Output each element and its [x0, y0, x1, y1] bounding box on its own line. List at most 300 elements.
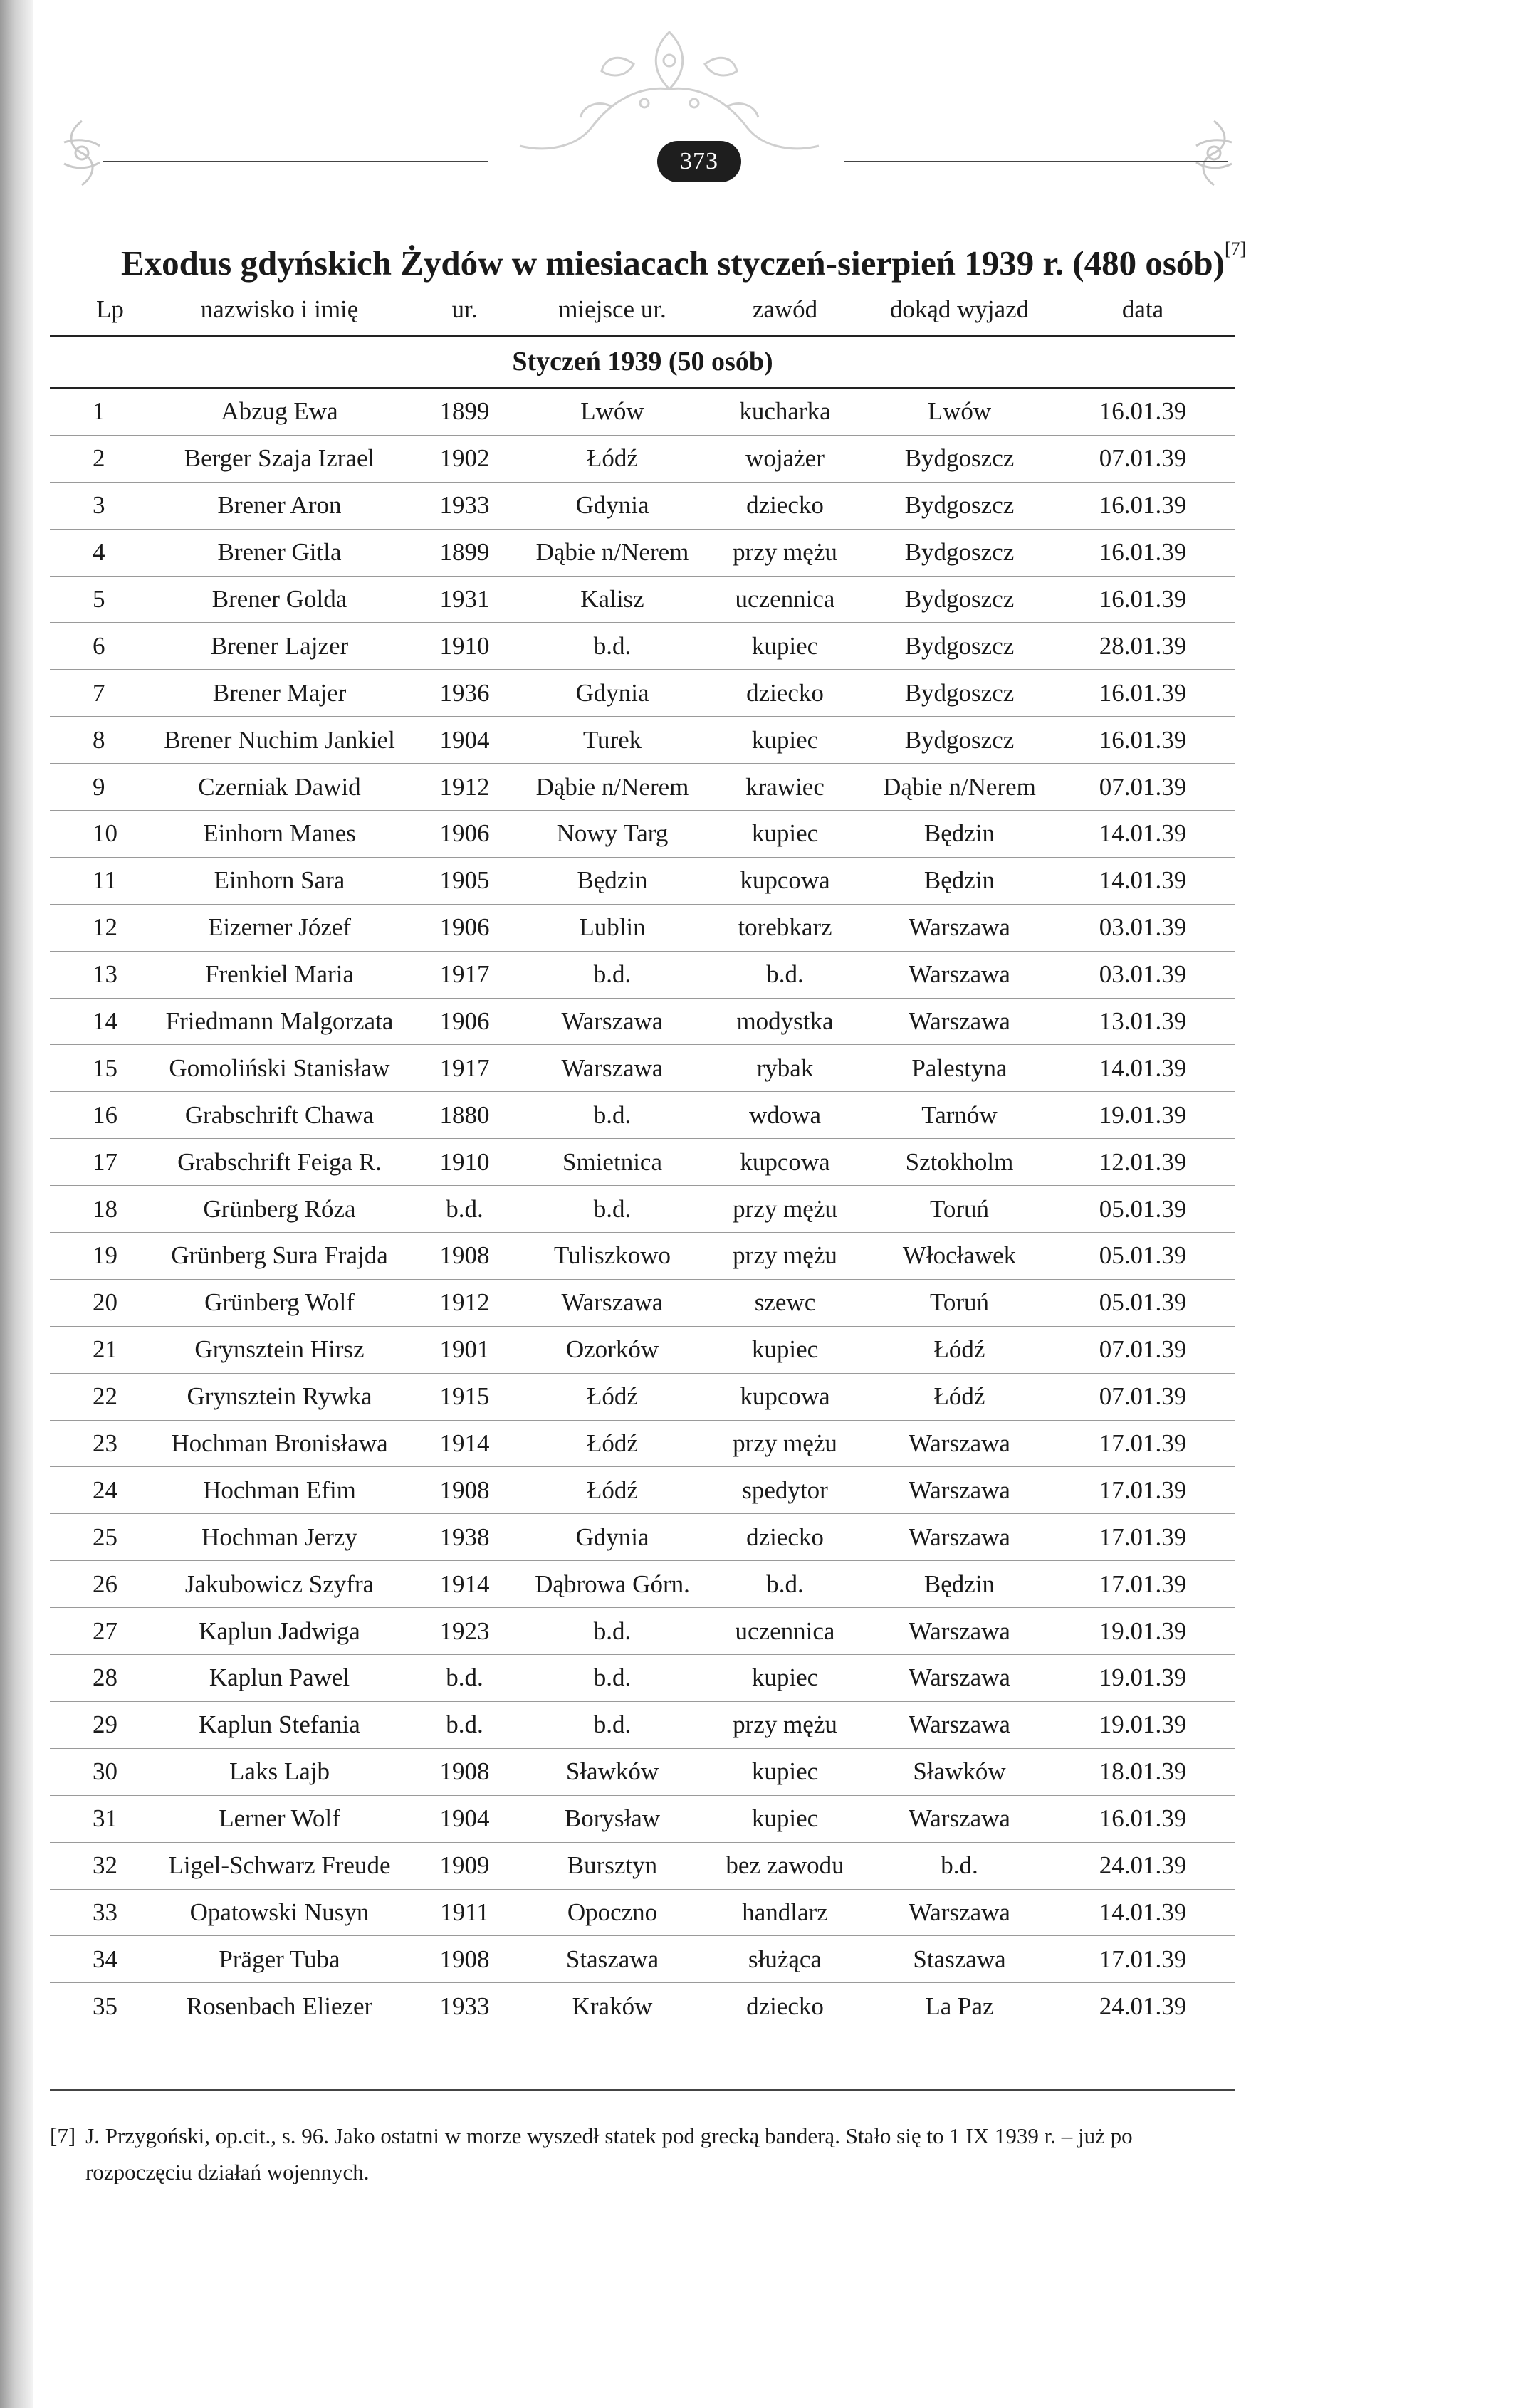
cell-born: b.d. — [406, 1655, 523, 1702]
cell-birthplace: Gdynia — [523, 670, 701, 717]
table-row — [50, 435, 1235, 482]
cell-destination: Warszawa — [869, 1608, 1050, 1655]
cell-birthplace: Opoczno — [523, 1889, 701, 1936]
cell-destination: Bydgoszcz — [869, 623, 1050, 670]
cell-birthplace: Warszawa — [523, 1279, 701, 1326]
cell-lp: 21 — [50, 1326, 153, 1373]
cell-destination: Będzin — [869, 1561, 1050, 1608]
cell-born: 1899 — [406, 388, 523, 436]
cell-name: Grabschrift Chawa — [153, 1092, 406, 1139]
cell-born: 1910 — [406, 1139, 523, 1186]
cell-date: 16.01.39 — [1050, 1795, 1235, 1842]
table-row — [50, 576, 1235, 623]
table-row — [50, 811, 1235, 858]
cell-date: 19.01.39 — [1050, 1092, 1235, 1139]
cell-birthplace: Lublin — [523, 904, 701, 951]
table-row — [50, 482, 1235, 529]
cell-occupation: przy mężu — [701, 1233, 869, 1280]
table-row — [50, 1795, 1235, 1842]
right-ornament-icon — [1182, 114, 1246, 192]
cell-destination: Toruń — [869, 1186, 1050, 1233]
cell-occupation: przy mężu — [701, 1701, 869, 1748]
cell-destination: Bydgoszcz — [869, 670, 1050, 717]
cell-lp: 20 — [50, 1279, 153, 1326]
cell-name: Hochman Jerzy — [153, 1514, 406, 1561]
cell-birthplace: Warszawa — [523, 1045, 701, 1092]
cell-name: Kaplun Jadwiga — [153, 1608, 406, 1655]
cell-lp: 10 — [50, 811, 153, 858]
cell-born: 1880 — [406, 1092, 523, 1139]
cell-destination: b.d. — [869, 1842, 1050, 1889]
table-row — [50, 1326, 1235, 1373]
cell-lp: 14 — [50, 998, 153, 1045]
cell-lp: 35 — [93, 1992, 117, 2020]
cell-date: 17.01.39 — [1050, 1420, 1235, 1467]
table-row — [50, 1936, 1235, 1983]
cell-name: Einhorn Manes — [153, 811, 406, 858]
cell-born: 1936 — [406, 670, 523, 717]
cell-destination: Warszawa — [869, 1514, 1050, 1561]
cell-date: 05.01.39 — [1050, 1279, 1235, 1326]
cell-born: b.d. — [406, 1186, 523, 1233]
cell-name: Hochman Efim — [153, 1467, 406, 1514]
cell-date: 07.01.39 — [1050, 1373, 1235, 1420]
cell-born: 1912 — [406, 1279, 523, 1326]
column-header-destination: dokąd wyjazd — [869, 285, 1050, 336]
cell-date: 14.01.39 — [1050, 857, 1235, 904]
footnote-line-2: rozpoczęciu działań wojennych. — [85, 2160, 370, 2184]
cell-occupation: kupiec — [701, 717, 869, 764]
cell-occupation: wojażer — [701, 435, 869, 482]
cell-birthplace: Łódź — [523, 1373, 701, 1420]
cell-date: 16.01.39 — [1050, 482, 1235, 529]
cell-occupation: kucharka — [701, 388, 869, 436]
title-text: Exodus gdyńskich Żydów w miesiacach styczeń-sierpień 1939 r. (480 osób) — [121, 243, 1225, 283]
cell-lp: 29 — [50, 1701, 153, 1748]
cell-name: Grabschrift Feiga R. — [153, 1139, 406, 1186]
cell-born: 1906 — [406, 904, 523, 951]
cell-date: 17.01.39 — [1050, 1561, 1235, 1608]
cell-birthplace: Nowy Targ — [523, 811, 701, 858]
cell-destination: Dąbie n/Nerem — [869, 764, 1050, 811]
cell-destination: Warszawa — [869, 1655, 1050, 1702]
cell-occupation: kupiec — [701, 1795, 869, 1842]
cell-date: 17.01.39 — [1050, 1467, 1235, 1514]
cell-birthplace: Łódź — [523, 435, 701, 482]
cell-destination: Warszawa — [869, 1701, 1050, 1748]
cell-date: 13.01.39 — [1050, 998, 1235, 1045]
emigrants-table — [50, 285, 1235, 2029]
cell-date: 14.01.39 — [1050, 1889, 1235, 1936]
cell-destination: Warszawa — [869, 904, 1050, 951]
cell-name: Grünberg Wolf — [153, 1279, 406, 1326]
cell-birthplace: Gdynia — [523, 1514, 701, 1561]
cell-birthplace: b.d. — [523, 1092, 701, 1139]
cell-date: 19.01.39 — [1050, 1701, 1235, 1748]
cell-date: 18.01.39 — [1050, 1748, 1235, 1795]
cell-birthplace: Ozorków — [523, 1326, 701, 1373]
cell-occupation: kupiec — [701, 623, 869, 670]
cell-birthplace: b.d. — [523, 1608, 701, 1655]
cell-birthplace: b.d. — [523, 1655, 701, 1702]
cell-name: Jakubowicz Szyfra — [153, 1561, 406, 1608]
cell-birthplace: Sławków — [523, 1748, 701, 1795]
cell-occupation: torebkarz — [701, 904, 869, 951]
cell-birthplace: Warszawa — [523, 998, 701, 1045]
table-row — [50, 1983, 1235, 2029]
cell-lp: 24 — [50, 1467, 153, 1514]
table-row — [50, 1467, 1235, 1514]
cell-lp: 7 — [50, 670, 153, 717]
cell-date: 05.01.39 — [1050, 1233, 1235, 1280]
table-row — [50, 1373, 1235, 1420]
cell-born: 1914 — [406, 1561, 523, 1608]
table-row — [50, 1889, 1235, 1936]
cell-lp: 19 — [50, 1233, 153, 1280]
cell-lp: 22 — [50, 1373, 153, 1420]
cell-birthplace: Łódź — [523, 1420, 701, 1467]
cell-born: 1906 — [406, 998, 523, 1045]
cell-occupation: modystka — [701, 998, 869, 1045]
table-row — [50, 1561, 1235, 1608]
cell-date: 12.01.39 — [1050, 1139, 1235, 1186]
table-row — [50, 529, 1235, 576]
cell-birthplace: Gdynia — [523, 482, 701, 529]
cell-occupation: przy mężu — [701, 529, 869, 576]
footnote-line-1 — [50, 2118, 1239, 2154]
cell-birthplace: Kraków — [572, 1992, 653, 2020]
cell-destination: Palestyna — [869, 1045, 1050, 1092]
cell-occupation: kupiec — [701, 1748, 869, 1795]
cell-name: Brener Majer — [153, 670, 406, 717]
cell-date: 16.01.39 — [1050, 717, 1235, 764]
cell-born: 1909 — [406, 1842, 523, 1889]
cell-lp: 3 — [50, 482, 153, 529]
cell-destination: Będzin — [869, 857, 1050, 904]
page-header — [50, 21, 1239, 174]
cell-lp: 9 — [50, 764, 153, 811]
cell-date: 07.01.39 — [1050, 764, 1235, 811]
cell-lp: 33 — [50, 1889, 153, 1936]
cell-lp: 18 — [50, 1186, 153, 1233]
table-row — [50, 717, 1235, 764]
cell-occupation: kupiec — [701, 1326, 869, 1373]
cell-lp: 31 — [50, 1795, 153, 1842]
cell-born: 1912 — [406, 764, 523, 811]
cell-born: 1904 — [406, 717, 523, 764]
cell-born: 1911 — [406, 1889, 523, 1936]
cell-name: Frenkiel Maria — [153, 951, 406, 998]
cell-occupation: uczennica — [701, 576, 869, 623]
cell-born: 1923 — [406, 1608, 523, 1655]
cell-occupation: dziecko — [746, 1992, 824, 2020]
footnote-text: J. Przygoński, op.cit., s. 96. Jako ostatni w morze wyszedł statek pod grecką banderą. Stało się to 1 IX 1939 r. – już po — [85, 2123, 1133, 2148]
cell-occupation: dziecko — [701, 670, 869, 717]
footnote — [50, 2118, 1239, 2190]
footnote-ref: [7] — [50, 2123, 76, 2148]
cell-birthplace: Lwów — [523, 388, 701, 436]
section-title: Styczeń 1939 (50 osób) — [50, 336, 1235, 388]
cell-destination: Tarnów — [869, 1092, 1050, 1139]
cell-birthplace: b.d. — [523, 951, 701, 998]
cell-name: Berger Szaja Izrael — [153, 435, 406, 482]
cell-lp: 1 — [50, 388, 153, 436]
cell-birthplace: Bursztyn — [523, 1842, 701, 1889]
cell-name: Brener Golda — [153, 576, 406, 623]
cell-destination: Łódź — [869, 1326, 1050, 1373]
table-row — [50, 1748, 1235, 1795]
cell-destination: Toruń — [869, 1279, 1050, 1326]
cell-name: Präger Tuba — [153, 1936, 406, 1983]
cell-born: 1906 — [406, 811, 523, 858]
table-row — [50, 1655, 1235, 1702]
page-title — [121, 238, 1247, 283]
table-row — [50, 998, 1235, 1045]
header-rule-right — [844, 161, 1228, 162]
table-row — [50, 1608, 1235, 1655]
cell-lp: 27 — [50, 1608, 153, 1655]
cell-birthplace: Turek — [523, 717, 701, 764]
cell-destination: Bydgoszcz — [869, 529, 1050, 576]
cell-date: 17.01.39 — [1050, 1936, 1235, 1983]
cell-lp: 16 — [50, 1092, 153, 1139]
table-header-row — [50, 285, 1235, 336]
cell-born: 1908 — [406, 1936, 523, 1983]
table-row — [50, 388, 1235, 436]
cell-born: 1933 — [439, 1992, 490, 2020]
table-row — [50, 1186, 1235, 1233]
cell-destination: Bydgoszcz — [869, 435, 1050, 482]
title-footnote-ref: [7] — [1224, 238, 1247, 259]
cell-lp: 2 — [50, 435, 153, 482]
cell-born: 1908 — [406, 1748, 523, 1795]
cell-lp: 34 — [50, 1936, 153, 1983]
cell-date: 03.01.39 — [1050, 904, 1235, 951]
cell-name: Friedmann Malgorzata — [153, 998, 406, 1045]
cell-birthplace: Dąbie n/Nerem — [523, 764, 701, 811]
cell-born: 1915 — [406, 1373, 523, 1420]
cell-born: 1904 — [406, 1795, 523, 1842]
cell-name: Einhorn Sara — [153, 857, 406, 904]
table-row — [50, 1279, 1235, 1326]
cell-lp: 4 — [50, 529, 153, 576]
cell-lp: 6 — [50, 623, 153, 670]
cell-occupation: b.d. — [701, 951, 869, 998]
section-row-january — [50, 336, 1235, 388]
cell-name: Abzug Ewa — [153, 388, 406, 436]
table-row — [50, 1139, 1235, 1186]
cell-name: Brener Lajzer — [153, 623, 406, 670]
cell-born: 1938 — [406, 1514, 523, 1561]
cell-born: 1931 — [406, 576, 523, 623]
cell-name: Laks Lajb — [153, 1748, 406, 1795]
cell-occupation: dziecko — [701, 482, 869, 529]
column-header-birthplace: miejsce ur. — [523, 285, 701, 336]
cell-name: Kaplun Pawel — [153, 1655, 406, 1702]
cell-lp: 23 — [50, 1420, 153, 1467]
page-number-badge: 373 — [657, 141, 741, 182]
cell-name: Grynsztein Hirsz — [153, 1326, 406, 1373]
cell-occupation: rybak — [701, 1045, 869, 1092]
cell-date: 07.01.39 — [1050, 435, 1235, 482]
cell-birthplace: Dąbrowa Górn. — [523, 1561, 701, 1608]
table-body — [50, 388, 1235, 2030]
column-header-lp: Lp — [50, 285, 153, 336]
cell-born: 1901 — [406, 1326, 523, 1373]
cell-name: Opatowski Nusyn — [153, 1889, 406, 1936]
cell-lp: 15 — [50, 1045, 153, 1092]
cell-birthplace: Dąbie n/Nerem — [523, 529, 701, 576]
cell-born: 1914 — [406, 1420, 523, 1467]
cell-destination: Będzin — [869, 811, 1050, 858]
cell-date: 19.01.39 — [1050, 1608, 1235, 1655]
column-header-occupation: zawód — [701, 285, 869, 336]
cell-born: 1908 — [406, 1467, 523, 1514]
cell-name: Brener Nuchim Jankiel — [153, 717, 406, 764]
cell-occupation: kupiec — [701, 811, 869, 858]
cell-lp: 32 — [50, 1842, 153, 1889]
cell-born: 1899 — [406, 529, 523, 576]
cell-date: 14.01.39 — [1050, 811, 1235, 858]
cell-date: 14.01.39 — [1050, 1045, 1235, 1092]
table-row — [50, 1842, 1235, 1889]
cell-date: 28.01.39 — [1050, 623, 1235, 670]
table-row — [50, 623, 1235, 670]
cell-occupation: krawiec — [701, 764, 869, 811]
table-row — [50, 1701, 1235, 1748]
table-row — [50, 1233, 1235, 1280]
cell-birthplace: b.d. — [523, 1186, 701, 1233]
cell-date: 19.01.39 — [1050, 1655, 1235, 1702]
cell-born: 1910 — [406, 623, 523, 670]
emigrants-table-container — [50, 285, 1235, 2029]
table-row — [50, 951, 1235, 998]
cell-name: Brener Aron — [153, 482, 406, 529]
cell-birthplace: Tuliszkowo — [523, 1233, 701, 1280]
cell-lp: 25 — [50, 1514, 153, 1561]
cell-name: Eizerner Józef — [153, 904, 406, 951]
table-row — [50, 1045, 1235, 1092]
cell-name: Lerner Wolf — [153, 1795, 406, 1842]
cell-destination: Warszawa — [869, 951, 1050, 998]
cell-occupation: przy mężu — [701, 1186, 869, 1233]
cell-name: Grynsztein Rywka — [153, 1373, 406, 1420]
cell-date: 03.01.39 — [1050, 951, 1235, 998]
table-row — [50, 904, 1235, 951]
cell-destination: Staszawa — [869, 1936, 1050, 1983]
cell-occupation: kupcowa — [701, 1373, 869, 1420]
cell-destination: Sławków — [869, 1748, 1050, 1795]
cell-date: 16.01.39 — [1050, 670, 1235, 717]
cell-lp: 8 — [50, 717, 153, 764]
table-row — [50, 1514, 1235, 1561]
header-rule-left — [103, 161, 488, 162]
cell-lp: 13 — [50, 951, 153, 998]
cell-name: Grünberg Sura Frajda — [153, 1233, 406, 1280]
cell-occupation: wdowa — [701, 1092, 869, 1139]
cell-occupation: kupcowa — [701, 857, 869, 904]
cell-birthplace: Kalisz — [523, 576, 701, 623]
cell-destination: Łódź — [869, 1373, 1050, 1420]
cell-destination: Warszawa — [869, 1467, 1050, 1514]
cell-birthplace: Smietnica — [523, 1139, 701, 1186]
cell-occupation: przy mężu — [701, 1420, 869, 1467]
cell-occupation: szewc — [701, 1279, 869, 1326]
cell-name: Grünberg Róza — [153, 1186, 406, 1233]
column-header-name: nazwisko i imię — [153, 285, 406, 336]
cell-date: 16.01.39 — [1050, 576, 1235, 623]
table-row — [50, 1092, 1235, 1139]
column-header-date: data — [1050, 285, 1235, 336]
cell-birthplace: b.d. — [523, 623, 701, 670]
cell-born: 1902 — [406, 435, 523, 482]
cell-name: Brener Gitla — [153, 529, 406, 576]
cell-occupation: służąca — [701, 1936, 869, 1983]
cell-occupation: bez zawodu — [701, 1842, 869, 1889]
cell-lp: 28 — [50, 1655, 153, 1702]
cell-occupation: spedytor — [701, 1467, 869, 1514]
cell-lp: 5 — [50, 576, 153, 623]
cell-date: 16.01.39 — [1050, 529, 1235, 576]
table-row — [50, 1420, 1235, 1467]
cell-born: b.d. — [406, 1701, 523, 1748]
cell-occupation: uczennica — [701, 1608, 869, 1655]
cell-destination: Bydgoszcz — [869, 717, 1050, 764]
cell-lp: 30 — [50, 1748, 153, 1795]
cell-occupation: dziecko — [701, 1514, 869, 1561]
cell-date: 17.01.39 — [1050, 1514, 1235, 1561]
cell-name: Hochman Bronisława — [153, 1420, 406, 1467]
cell-name: Gomoliński Stanisław — [153, 1045, 406, 1092]
cell-date: 16.01.39 — [1050, 388, 1235, 436]
cell-destination: Warszawa — [869, 998, 1050, 1045]
cell-destination: Włocławek — [869, 1233, 1050, 1280]
cell-born: 1905 — [406, 857, 523, 904]
cell-born: 1917 — [406, 1045, 523, 1092]
cell-date: 24.01.39 — [1050, 1842, 1235, 1889]
table-row — [50, 764, 1235, 811]
cell-name: Kaplun Stefania — [153, 1701, 406, 1748]
cell-birthplace: Będzin — [523, 857, 701, 904]
cell-name: Czerniak Dawid — [153, 764, 406, 811]
cell-destination: Warszawa — [869, 1795, 1050, 1842]
cell-birthplace: Borysław — [523, 1795, 701, 1842]
table-row — [50, 670, 1235, 717]
cell-date: 05.01.39 — [1050, 1186, 1235, 1233]
cell-born: 1917 — [406, 951, 523, 998]
cell-destination: Warszawa — [869, 1420, 1050, 1467]
cell-occupation: handlarz — [701, 1889, 869, 1936]
cell-lp: 26 — [50, 1561, 153, 1608]
cell-destination: Warszawa — [869, 1889, 1050, 1936]
cell-name: Rosenbach Eliezer — [186, 1992, 373, 2020]
cell-destination: La Paz — [925, 1992, 994, 2020]
cell-birthplace: b.d. — [523, 1701, 701, 1748]
cell-birthplace: Staszawa — [523, 1936, 701, 1983]
cell-name: Ligel-Schwarz Freude — [153, 1842, 406, 1889]
cell-destination: Lwów — [869, 388, 1050, 436]
cell-born: 1933 — [406, 482, 523, 529]
cell-occupation: kupcowa — [701, 1139, 869, 1186]
page-binding-shadow — [0, 0, 33, 2408]
cell-date: 24.01.39 — [1099, 1992, 1187, 2020]
left-ornament-icon — [50, 114, 114, 192]
cell-lp: 12 — [50, 904, 153, 951]
cell-birthplace: Łódź — [523, 1467, 701, 1514]
cell-born: 1908 — [406, 1233, 523, 1280]
column-header-born: ur. — [406, 285, 523, 336]
cell-lp: 17 — [50, 1139, 153, 1186]
